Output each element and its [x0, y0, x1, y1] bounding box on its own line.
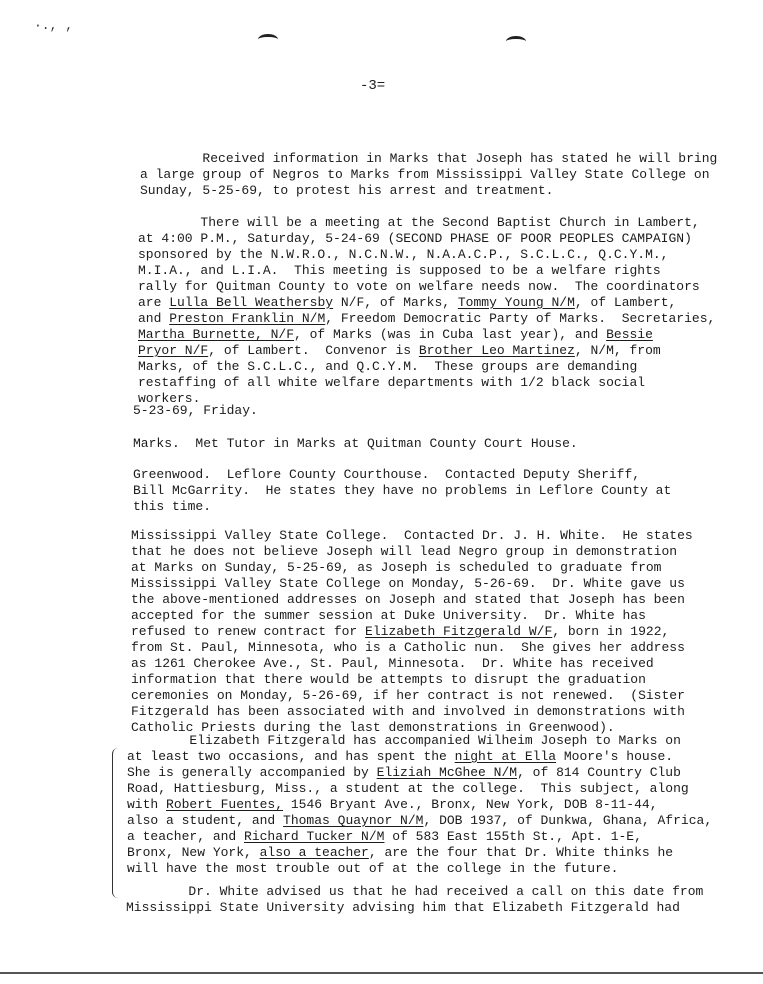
underlined-name: Preston Franklin N/M — [169, 311, 326, 326]
underlined-name: Thomas Quaynor N/M — [283, 813, 424, 828]
underlined-name: Richard Tucker N/M — [244, 829, 385, 844]
underlined-name: Lulla Bell Weathersby — [169, 295, 334, 310]
underlined-name: Tommy Young N/M — [457, 295, 575, 310]
underlined-name: Brother Leo Martinez — [418, 343, 575, 358]
punch-hole-right-icon — [506, 36, 526, 47]
page-number: -3= — [360, 78, 386, 94]
paragraph-fitzgerald-accompanied: Elizabeth Fitzgerald has accompanied Wilheim Joseph to Marks on at least two occasions, and has spent the night at Ella Moore's house. She is generally accompanied by Eliziah McGhee N/M, of 814 Country Club Road, Hattiesburg, Miss., a student at the college. This subject, along with Robert Fuentes, 1546 Bryant Ave., Bronx, New York, DOB 8-11-44, also a student, and Thomas Quaynor N/M, DOB 1937, of Dunkwa, Ghana, Africa, a teacher, and Richard Tucker N/M of 583 East 155th St., Apt. 1-E, Bronx, New York, also a teacher, are the four that Dr. White thinks he will have the most trouble out of at the college in the future. — [127, 733, 713, 876]
underlined-name: Eliziah McGhee N/M — [376, 765, 518, 780]
underlined-name: Elizabeth Fitzgerald W/F — [365, 624, 553, 639]
corner-mark: ·., , — [34, 18, 74, 33]
paragraph-dr-white-call: Dr. White advised us that he had received a call on this date from Mississippi State University advising him that Elizabeth Fitzgerald had — [126, 884, 704, 915]
paragraph-meeting-lambert: There will be a meeting at the Second Baptist Church in Lambert, at 4:00 P.M., Saturday, 5-24-69 (SECOND PHASE OF POOR PEOPLES CAMPAIGN) sponsored by the N.W.R.O., N.C.N.W., N.A.A.C.P., S.C.L.C., Q.C.Y.M., M.I.A., and L.I.A. This meeting is supposed to be a welfare rights rally for Quitman County to vote on welfare needs now. The coordinators are Lulla Bell Weathersby N/F, of Marks, Tommy Young N/M, of Lambert, and Preston Franklin N/M, Freedom Democratic Party of Marks. Secretaries, Martha Burnette, N/F, of Marks (was in Cuba last year), and Bessie Pryor N/F, of Lambert. Convenor is Brother Leo Martinez, N/M, from Marks, of the S.C.L.C., and Q.C.Y.M. These groups are demanding restaffing of all white welfare departments with 1/2 black social workers. — [138, 215, 716, 406]
paragraph-mvsc: Mississippi Valley State College. Contacted Dr. J. H. White. He states that he does not believe Joseph will lead Negro group in demonstration at Marks on Sunday, 5-25-69, as Joseph is scheduled to graduate from Mississippi Valley State College on Monday, 5-26-69. Dr. White gave us the above-mentioned addresses on Joseph and stated that Joseph has been accepted for the summer session at Duke University. Dr. White has refused to renew contract for Elizabeth Fitzgerald W/F, born in 1922, from St. Paul, Minnesota, who is a Catholic nun. She gives her address as 1261 Cherokee Ave., St. Paul, Minnesota. Dr. White has received information that there would be attempts to disrupt the graduation ceremonies on Monday, 5-26-69, if her contract is not renewed. (Sister Fitzgerald has been associated with and involved in demonstrations with Catholic Priests during the last demonstrations in Greenwood). — [131, 528, 693, 735]
margin-bracket — [112, 748, 119, 898]
underlined-name: Bessie — [606, 327, 653, 342]
underlined-name: night at Ella — [454, 749, 557, 764]
paragraph-greenwood: Greenwood. Leflore County Courthouse. Contacted Deputy Sheriff, Bill McGarrity. He states they have no problems in Leflore County at this time. — [133, 467, 672, 514]
punch-hole-left-icon — [258, 34, 278, 45]
underlined-name: Robert Fuentes, — [166, 797, 284, 812]
paragraph-received-information: Received information in Marks that Joseph has stated he will bring a large group of Negros to Marks from Mississippi Valley State College on Sunday, 5-25-69, to protest his arrest and treatment. — [140, 151, 718, 198]
underlined-name: Pryor N/F — [138, 343, 209, 358]
page-bottom-edge — [0, 972, 763, 974]
underlined-name: Martha Burnette, N/F — [138, 327, 295, 342]
paragraph-marks-tutor: Marks. Met Tutor in Marks at Quitman County Court House. — [133, 436, 578, 451]
date-heading: 5-23-69, Friday. — [133, 403, 258, 418]
underlined-name: also a teacher — [259, 845, 369, 860]
